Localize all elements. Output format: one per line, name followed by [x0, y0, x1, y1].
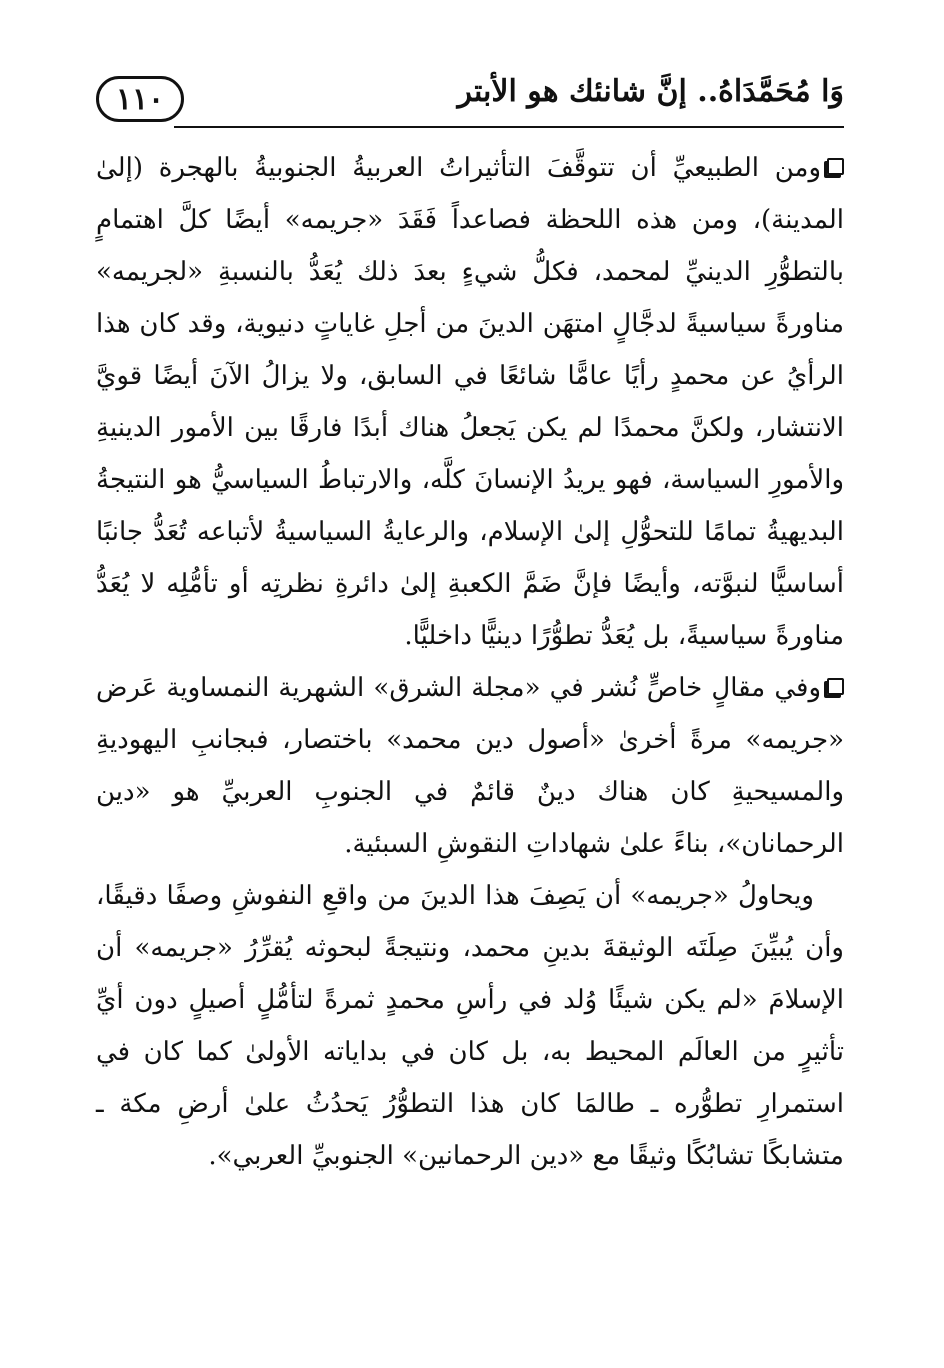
- paragraph-text: وفي مقالٍ خاصٍّ نُشر في «مجلة الشرق» الشهرية النمساوية عَرض «جريمه» مرةً أخرىٰ «أصول دين محمد» باختصار، فبجانبِ اليهوديةِ والمسيحيةِ كان هناك دينٌ قائمٌ في الجنوبِ العربيِّ هو «دين الرحمانان»، بناءً علىٰ شهاداتِ النقوشِ السبئية.: [96, 673, 844, 859]
- page-header: [96, 58, 844, 136]
- paragraph-1: [96, 142, 844, 662]
- running-title: وَا مُحَمَّدَاهُ.. إنَّ شانئك هو الأبتر: [457, 74, 844, 109]
- page-number: ١١٠: [96, 76, 184, 122]
- paragraph-text: ومن الطبيعيِّ أن تتوقَّفَ التأثيراتُ العربيةُ الجنوبيةُ بالهجرة (إلىٰ المدينة)، ومن هذه اللحظة فصاعداً فَقَدَ «جريمه» أيضًا كلَّ اهتمامٍ بالتطوُّرِ الدينيِّ لمحمد، فكلُّ شيءٍ بعدَ ذلك يُعَدُّ بالنسبةِ «لجريمه» مناورةً سياسيةً لدجَّالٍ امتهَن الدينَ من أجلِ غاياتٍ دنيوية، وقد كان هذا الرأيُ عن محمدٍ رأيًا عامًّا شائعًا في السابق، ولا يزالُ الآنَ أيضًا قويَّ الانتشار، ولكنَّ محمدًا لم يكن يَجعلُ هناك أبدًا فارقًا بين الأمور الدينيةِ والأمورِ السياسة، فهو يريدُ الإنسانَ كلَّه، والارتباطُ السياسيُّ هو النتيجةُ البديهيةُ تمامًا للتحوُّلِ إلىٰ الإسلام، والرعايةُ السياسيةُ لأتباعه تُعَدُّ جانبًا أساسيًّا لنبوَّته، وأيضًا فإنَّ ضَمَّ الكعبةِ إلىٰ دائرةِ نظرتِه أو تأمُّلِه لا يُعَدُّ مناورةً سياسيةً، بل يُعَدُّ تطوُّرًا دينيًّا داخليًّا.: [96, 153, 844, 651]
- body-text: [96, 142, 844, 1182]
- square-bullet-icon: [827, 678, 844, 695]
- paragraph-3: [96, 870, 844, 1182]
- paragraph-text: ويحاولُ «جريمه» أن يَصِفَ هذا الدينَ من واقعِ النفوشِ وصفًا دقيقًا، وأن يُبيِّنَ صِلَتَه الوثيقةَ بدينِ محمد، ونتيجةً لبحوثه يُقرِّرُ «جريمه» أن الإسلامَ «لم يكن شيئًا وُلد في رأسِ محمدٍ ثمرةً لتأمُّلٍ أصيلٍ دون أيِّ تأثيرٍ من العالَم المحيط به، بل كان في بداياته الأولىٰ كما كان في استمرارِ تطوُّره ـ طالمَا كان هذا التطوُّرُ يَحدُثُ علىٰ أرضِ مكة ـ متشابكًا تشابُكًا وثيقًا مع «دين الرحمانين» الجنوبيِّ العربي».: [96, 881, 844, 1171]
- square-bullet-icon: [827, 158, 844, 175]
- header-divider: [174, 126, 844, 128]
- paragraph-2: [96, 662, 844, 870]
